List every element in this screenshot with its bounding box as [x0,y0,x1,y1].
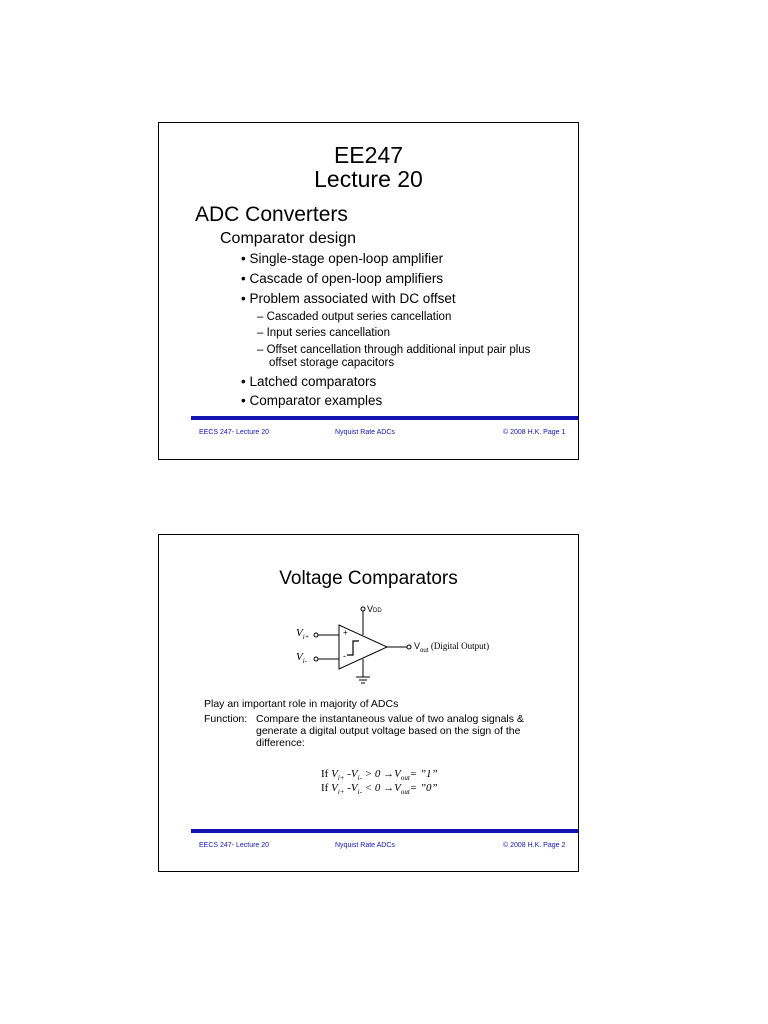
cond-b-sub: i- [357,774,362,783]
slide-title: Voltage Comparators [279,568,458,589]
vdd-node [361,607,365,611]
title-line-1: EE247 [333,142,404,168]
slide-2 [158,534,579,872]
cond-b: -V [344,768,358,780]
bullet-item: • Problem associated with DC offset [241,291,456,306]
minus-sign: - [343,651,346,661]
footer-divider [191,829,578,833]
sub-bullet-item: – Input series cancellation [257,327,390,339]
cond-rel: < 0 →V [361,782,401,794]
vdd-label-sub: DD [373,608,382,614]
plus-sign: + [343,628,348,637]
slide-subheading: Comparator design [220,230,357,247]
cond-a: V [331,768,338,780]
footer-center: Nyquist Rate ADCs [335,429,395,436]
slide-1 [158,122,579,460]
footer-left: EECS 247- Lecture 20 [199,842,270,849]
intro-line: Play an important role in majority of ADCs [204,698,399,710]
slide-title [159,143,578,191]
footer-divider [191,416,578,420]
cond-out-sub: out [400,788,410,797]
cond-b: -V [344,782,358,794]
cond-if: If [321,782,329,794]
footer-right: © 2008 H.K. Page 1 [503,429,566,436]
sub-bullet-item: – Cascaded output series cancellation [257,311,452,323]
footer-right: © 2008 H.K. Page 2 [503,842,566,849]
vdd-label-main: V [367,604,374,614]
output-description: (Digital Output) [430,641,490,651]
output-label-sub: out [420,647,429,654]
output-label [414,641,489,654]
sub-bullet-item: – Offset cancellation through additional input pair plus [257,344,531,356]
input-minus-main: V [296,651,303,663]
vdd-label [367,604,382,614]
footer-center: Nyquist Rate ADCs [335,842,395,849]
output-label-main: V [414,641,421,651]
function-line: Compare the instantaneous value of two analog signals & [256,713,524,725]
footer-left: EECS 247- Lecture 20 [199,429,270,436]
input-minus-node [314,657,318,661]
input-plus-label [296,627,309,641]
bullet-item: • Single-stage open-loop amplifier [241,251,444,266]
input-plus-sub: i+ [302,633,310,642]
bullet-item: • Comparator examples [241,393,383,408]
cond-out-sub: out [400,774,410,783]
cond-val: = ”1” [409,768,438,780]
cond-b-sub: i- [357,788,362,797]
cond-val: = ”0” [409,782,438,794]
input-minus-sub: i- [302,657,308,666]
bullet-item: • Latched comparators [241,374,377,389]
function-line: generate a digital output voltage based on the sign of the [256,725,521,737]
title-line-2: Lecture 20 [314,166,423,192]
bullet-item: • Cascade of open-loop amplifiers [241,271,444,286]
sub-bullet-continuation: offset storage capacitors [269,357,395,369]
cond-a-sub: i+ [337,788,345,797]
cond-a-sub: i+ [337,774,345,783]
input-plus-node [314,633,318,637]
cond-if: If [321,768,329,780]
input-plus-main: V [296,627,303,639]
function-label: Function: [204,713,248,725]
slide-heading: ADC Converters [195,203,348,226]
cond-a: V [331,782,338,794]
output-node [407,645,411,649]
cond-rel: > 0 →V [361,768,401,780]
input-minus-label [296,651,307,665]
function-line: difference: [256,737,305,749]
condition-2 [321,782,438,798]
